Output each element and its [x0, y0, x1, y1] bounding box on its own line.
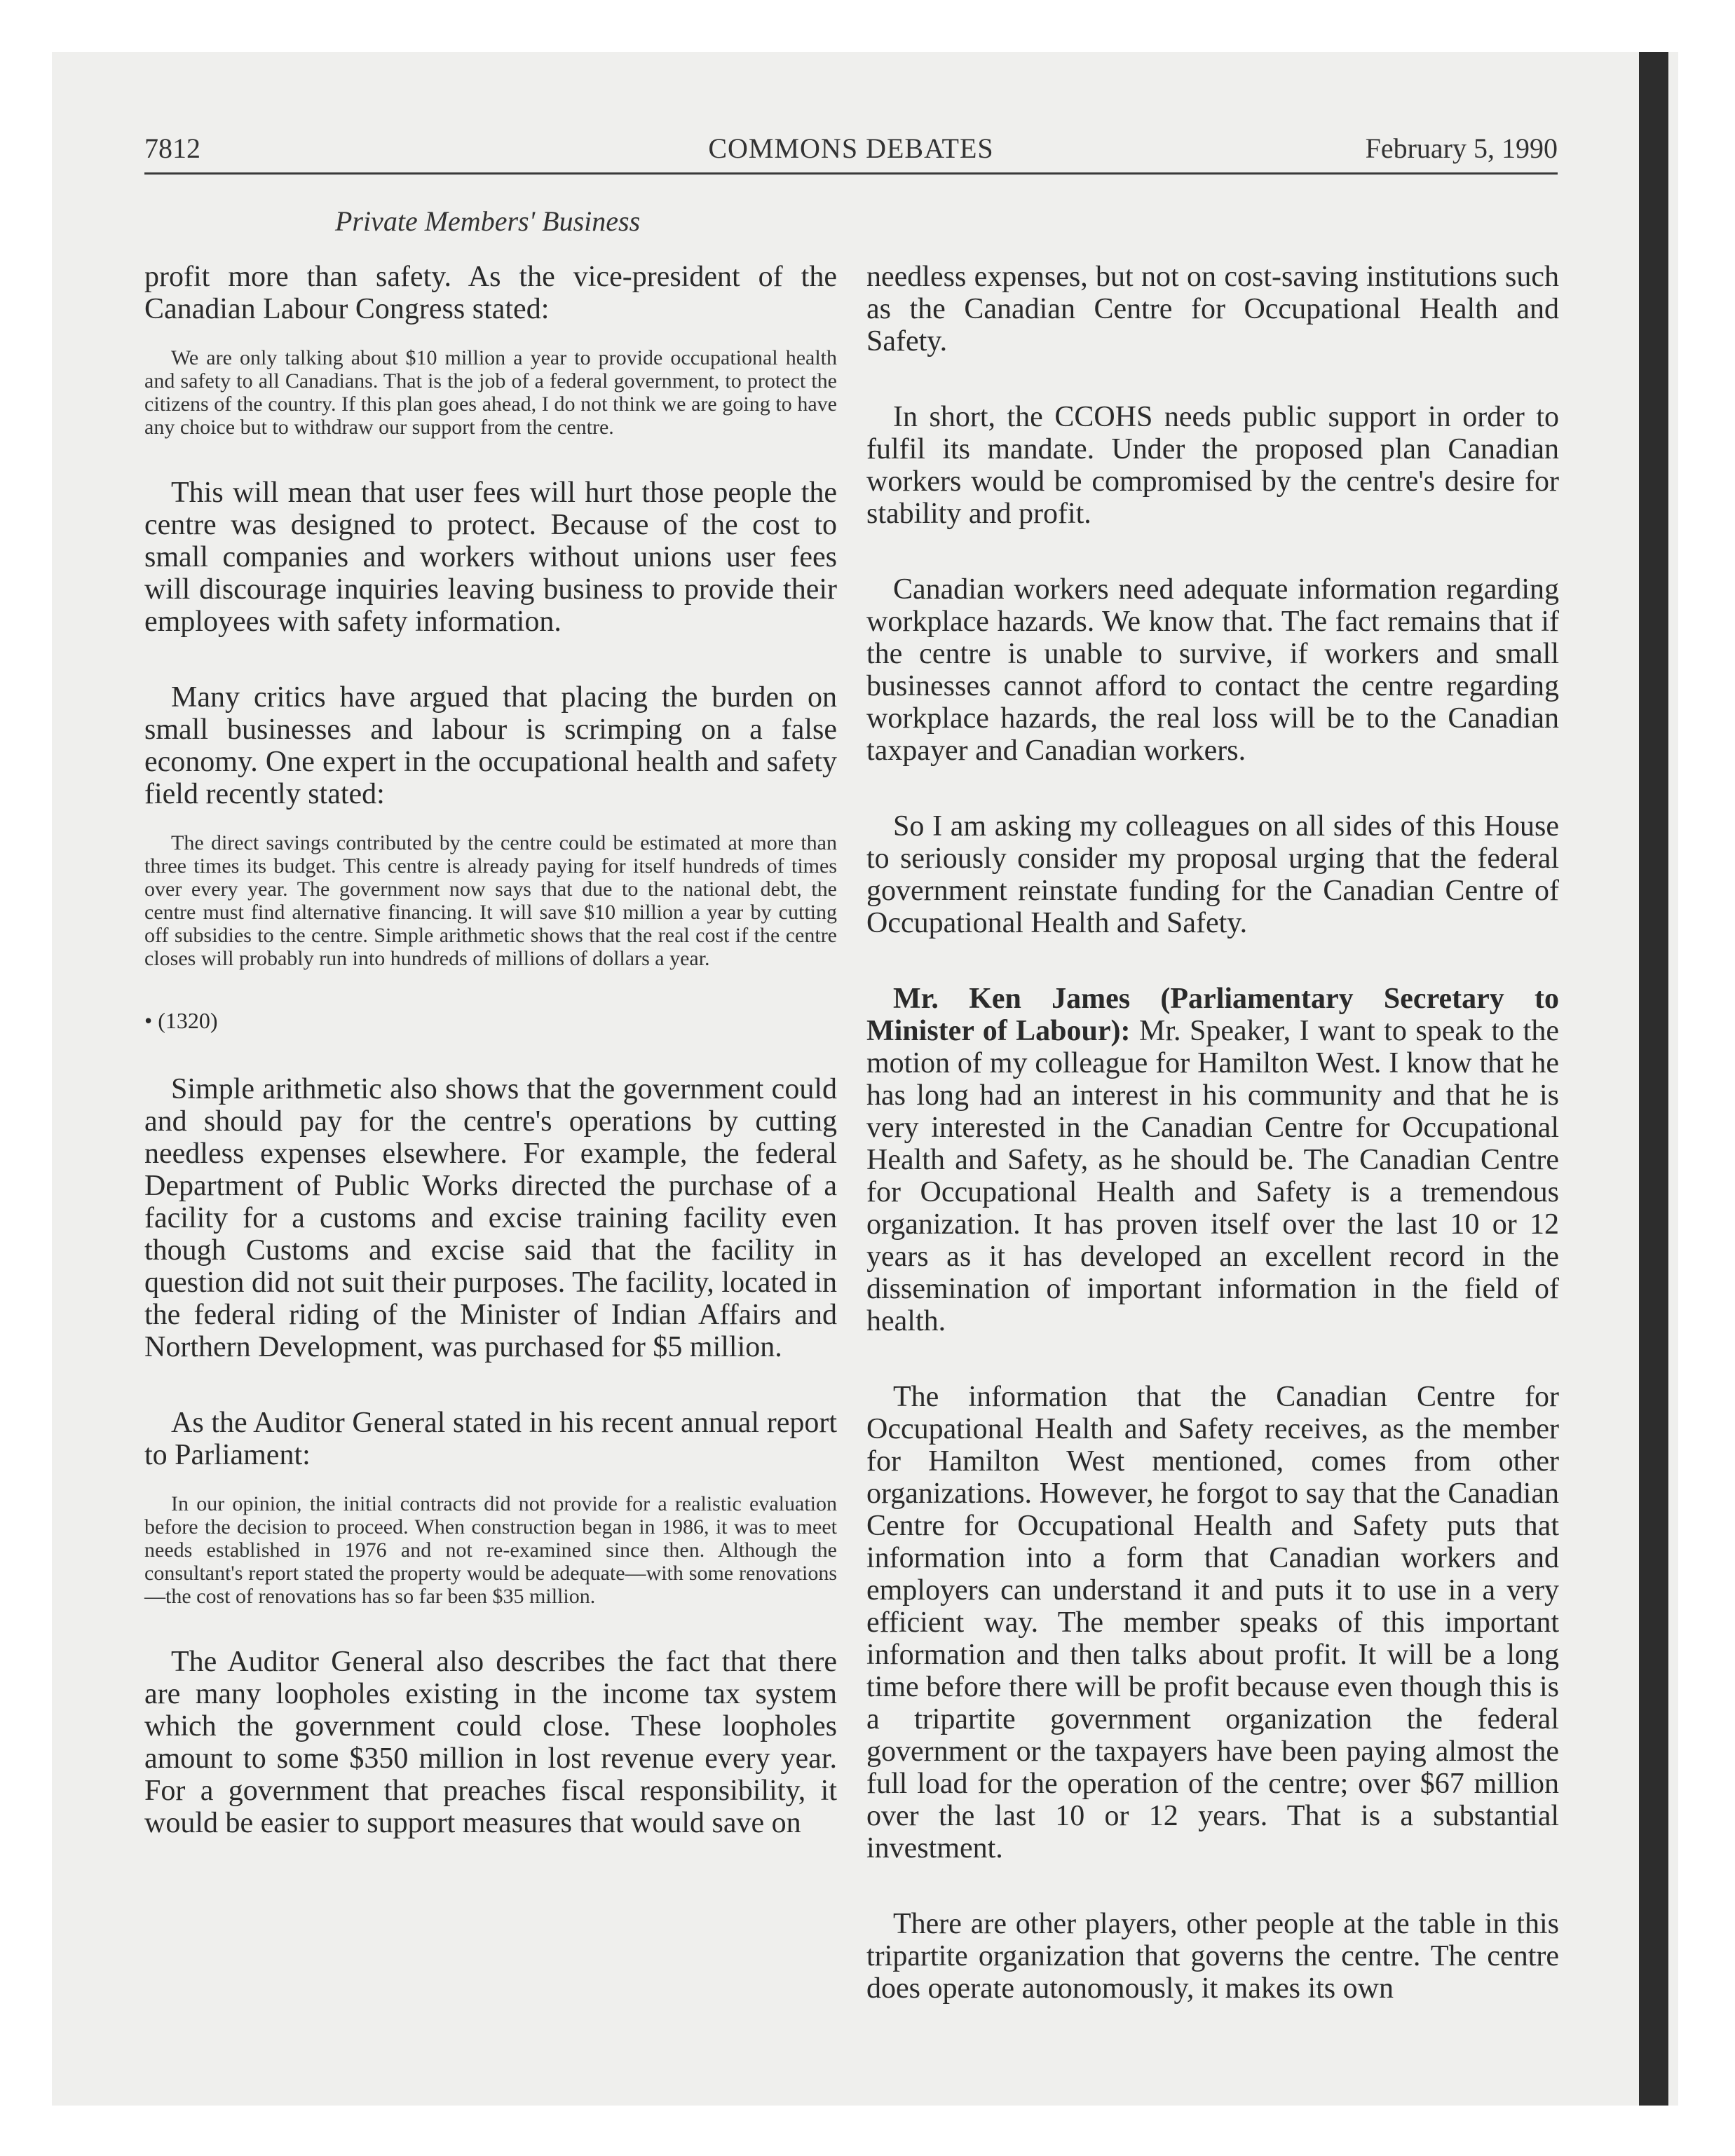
- paragraph: Canadian workers need adequate information regarding workplace hazards. We know that. The fact remains that if the centre is unable to survive, if workers and small businesses cannot afford to contact the centre regarding workplace hazards, the real loss will be to the Canadian taxpayer and Canadian workers.: [866, 573, 1559, 767]
- block-quote: In our opinion, the initial contracts did not provide for a realistic evaluation before the decision to proceed. When construction began in 1986, it was to meet needs established in 1976 and not re-examined since then. Although the consultant's report stated the property would be adequate—with some renovations—the cost of renovations has so far been $35 million.: [144, 1492, 837, 1608]
- paragraph: profit more than safety. As the vice-president of the Canadian Labour Congress stated:: [144, 261, 837, 325]
- block-quote: The direct savings contributed by the centre could be estimated at more than three times its budget. This centre is already paying for itself hundreds of times over every year. The government now says that due to the national debt, the centre must find alternative financing. It will save $10 million a year by cutting off subsidies to the centre. Simple arithmetic shows that the real cost if the centre closes will probably run into hundreds of millions of dollars a year.: [144, 831, 837, 970]
- paragraph: needless expenses, but not on cost-saving institutions such as the Canadian Centre for Occupational Health and Safety.: [866, 261, 1559, 357]
- paragraph: The Auditor General also describes the fact that there are many loopholes existing in the income tax system which the government could close. These loopholes amount to some $350 million in lost revenue every year. For a government that preaches fiscal responsibility, it would be easier to support measures that would save on: [144, 1646, 837, 1839]
- right-column: [866, 261, 1559, 2005]
- speaker-name: Mr. Ken James (Parliamentary Secretary to Minister of Labour):: [866, 983, 1559, 1047]
- paragraph: So I am asking my colleagues on all sides of this House to seriously consider my proposal urging that the federal government reinstate funding for the Canadian Centre of Occupational Health and Safety.: [866, 810, 1559, 939]
- paragraph: There are other players, other people at the table in this tripartite organization that governs the centre. The centre does operate autonomously, it makes its own: [866, 1908, 1559, 2005]
- paragraph: As the Auditor General stated in his recent annual report to Parliament:: [144, 1407, 837, 1471]
- publication-title: COMMONS DEBATES: [708, 132, 994, 164]
- left-column: [144, 261, 837, 1839]
- speech-paragraph: [866, 983, 1559, 1337]
- header-rule: [144, 172, 1558, 175]
- time-marker: • (1320): [144, 1008, 218, 1033]
- page-number: 7812: [144, 132, 200, 164]
- block-quote: We are only talking about $10 million a year to provide occupational health and safety to all Canadians. That is the job of a federal government, to protect the citizens of the country. If this plan goes ahead, I do not think we are going to have any choice but to withdraw our support from the centre.: [144, 346, 837, 439]
- scan-edge-shadow: [1639, 52, 1668, 2106]
- paragraph: In short, the CCOHS needs public support in order to fulfil its mandate. Under the proposed plan Canadian workers would be compromised by the centre's desire for stability and profit.: [866, 401, 1559, 530]
- paragraph: This will mean that user fees will hurt those people the centre was designed to protect. Because of the cost to small companies and workers without unions user fees will discourage inquiries leaving business to provide their employees with safety information.: [144, 477, 837, 638]
- section-title: Private Members' Business: [335, 205, 641, 237]
- paragraph: Many critics have argued that placing the burden on small businesses and labour is scrimping on a false economy. One expert in the occupational health and safety field recently stated:: [144, 681, 837, 810]
- page-header: [144, 132, 1558, 174]
- publication-date: February 5, 1990: [1365, 132, 1558, 164]
- speech-text: Mr. Speaker, I want to speak to the motion of my colleague for Hamilton West. I know that he has long had an interest in his community and that he is very interested in the Canadian Centre for Occupational Health and Safety, as he should be. The Canadian Centre for Occupational Health and Safety is a tremendous organization. It has proven itself over the last 10 or 12 years as it has developed an excellent record in the dissemination of important information in the field of health.: [866, 1015, 1559, 1337]
- paragraph: Simple arithmetic also shows that the government could and should pay for the centre's operations by cutting needless expenses elsewhere. For example, the federal Department of Public Works directed the purchase of a facility for a customs and excise training facility even though Customs and excise said that the facility in question did not suit their purposes. The facility, located in the federal riding of the Minister of Indian Affairs and Northern Development, was purchased for $5 million.: [144, 1073, 837, 1363]
- paragraph: The information that the Canadian Centre for Occupational Health and Safety receives, as the member for Hamilton West mentioned, comes from other organizations. However, he forgot to say that the Canadian Centre for Occupational Health and Safety puts that information into a form that Canadian workers and employers can understand it and puts it to use in a very efficient way. The member speaks of this important information and then talks about profit. It will be a long time before there will be profit because even though this is a tripartite government organization the federal government or the taxpayers have been paying almost the full load for the operation of the centre; over $67 million over the last 10 or 12 years. That is a substantial investment.: [866, 1381, 1559, 1864]
